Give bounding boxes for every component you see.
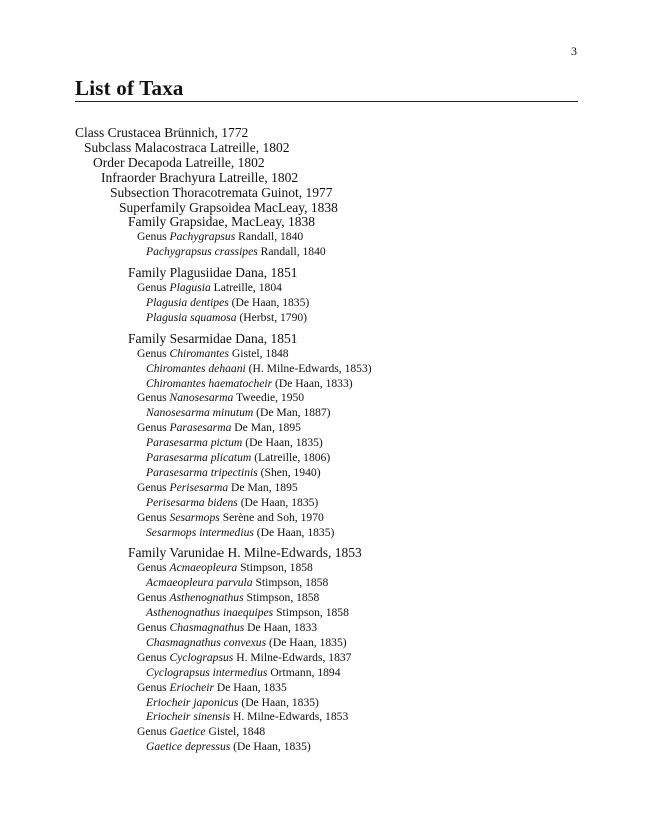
taxon-name: Crustacea: [107, 125, 161, 140]
taxon-rank: Order: [93, 154, 125, 170]
taxon-authority: (De Haan, 1835): [241, 695, 319, 709]
taxon-name: Brachyura: [159, 169, 216, 185]
taxon-authority: Latreille, 1804: [213, 281, 282, 295]
taxon-name: Eriocheir sinensis: [146, 710, 231, 724]
taxon-name: Pachygrapsus crassipes: [146, 245, 258, 259]
taxon-rank: Genus: [137, 421, 167, 435]
taxon-rank: Superfamily: [119, 199, 186, 215]
taxon-name: Parasesarma pictum: [146, 436, 243, 450]
taxon-authority: (H. Milne-Edwards, 1853): [248, 361, 372, 375]
taxon-row: [75, 481, 595, 496]
taxon-row: [75, 215, 595, 230]
taxon-authority: Dana, 1851: [235, 330, 298, 346]
taxon-row: [75, 436, 595, 451]
taxon-authority: Latreille, 1802: [185, 154, 265, 170]
taxon-name: Sesarmidae: [169, 330, 232, 346]
taxon-row: [75, 156, 595, 171]
taxon-row: [75, 576, 595, 591]
taxon-row: [75, 186, 595, 201]
taxon-row: [75, 606, 595, 621]
taxon-row: [75, 171, 595, 186]
taxon-row: [75, 561, 595, 576]
taxon-row: [75, 377, 595, 392]
taxon-authority: De Man, 1895: [234, 421, 301, 435]
taxon-row: [75, 245, 595, 260]
taxon-name: Cyclograpsus intermedius: [146, 665, 268, 679]
taxon-name: Grapsoidea: [189, 199, 251, 215]
taxon-authority: (Herbst, 1790): [239, 310, 308, 324]
taxon-name: Cyclograpsus: [169, 650, 234, 664]
taxon-row: [75, 296, 595, 311]
taxon-authority: Ortmann, 1894: [270, 665, 341, 679]
taxon-name: Sesarmops: [169, 510, 220, 524]
taxon-row: [75, 621, 595, 636]
taxon-row: [75, 696, 595, 711]
taxon-authority: Latreille, 1802: [209, 139, 290, 155]
taxon-row: [75, 591, 595, 606]
taxon-authority: MacLeay, 1838: [231, 214, 315, 230]
taxon-authority: De Man, 1895: [231, 480, 298, 494]
taxon-rank: Family: [128, 330, 167, 346]
taxon-name: Decapoda: [127, 154, 182, 170]
taxon-row: [75, 266, 595, 281]
taxon-row: [75, 526, 595, 541]
taxon-authority: Guinot, 1977: [261, 184, 333, 200]
taxon-rank: Genus: [137, 281, 167, 295]
taxon-name: Asthenognathus: [169, 591, 244, 605]
taxon-authority: (De Haan, 1835): [245, 436, 323, 450]
taxon-row: [75, 201, 595, 216]
title-divider: [75, 101, 578, 102]
taxon-authority: Tweedie, 1950: [236, 391, 305, 405]
taxon-rank: Genus: [137, 680, 167, 694]
taxon-row: [75, 740, 595, 755]
taxon-authority: (De Haan, 1835): [256, 525, 335, 539]
taxon-authority: (De Haan, 1835): [233, 740, 311, 754]
taxon-row: [75, 362, 595, 377]
taxon-rank: Subclass: [84, 139, 132, 155]
taxon-rank: Genus: [137, 725, 167, 739]
taxon-name: Chasmagnathus convexus: [146, 635, 267, 649]
taxon-rank: Family: [128, 265, 167, 281]
taxon-authority: Serène and Soh, 1970: [222, 510, 324, 524]
taxon-row: [75, 725, 595, 740]
taxon-authority: Dana, 1851: [235, 265, 298, 281]
taxon-name: Parasesarma tripectinis: [146, 465, 258, 479]
taxon-authority: (Shen, 1940): [260, 465, 321, 479]
taxon-row: [75, 636, 595, 651]
taxon-authority: Gistel, 1848: [231, 346, 289, 360]
taxon-row: [75, 311, 595, 326]
taxon-rank: Infraorder: [101, 169, 156, 185]
taxon-rank: Genus: [137, 230, 167, 244]
taxon-name: Plagusia squamosa: [146, 310, 237, 324]
taxon-rank: Genus: [137, 510, 167, 524]
taxon-authority: Stimpson, 1858: [255, 576, 329, 590]
taxon-row: [75, 666, 595, 681]
taxon-name: Eriocheir japonicus: [146, 695, 239, 709]
taxon-authority: De Haan, 1835: [216, 680, 287, 694]
taxon-name: Thoracotremata: [172, 184, 258, 200]
taxon-rank: Family: [128, 545, 167, 561]
taxon-name: Perisesarma: [169, 480, 229, 494]
taxon-name: Nanosesarma minutum: [146, 406, 254, 420]
taxon-row: [75, 391, 595, 406]
taxon-name: Plagusiidae: [169, 265, 232, 281]
taxon-rank: Family: [128, 214, 167, 230]
taxon-row: [75, 421, 595, 436]
taxon-name: Gaetice: [169, 725, 206, 739]
taxon-rank: Subsection: [110, 184, 170, 200]
taxon-name: Pachygrapsus: [169, 230, 236, 244]
taxon-name: Nanosesarma: [169, 391, 234, 405]
taxon-rank: Genus: [137, 561, 167, 575]
taxon-row: [75, 281, 595, 296]
taxon-authority: H. Milne-Edwards, 1837: [236, 650, 352, 664]
taxon-row: [75, 466, 595, 481]
taxon-rank: Genus: [137, 391, 167, 405]
taxon-authority: Stimpson, 1858: [240, 561, 313, 575]
taxon-row: [75, 710, 595, 725]
taxon-authority: Stimpson, 1858: [246, 591, 320, 605]
taxon-authority: (De Haan, 1833): [275, 376, 353, 390]
taxon-row: [75, 347, 595, 362]
taxon-name: Chiromantes dehaani: [146, 361, 246, 375]
taxon-authority: (De Haan, 1835): [269, 635, 347, 649]
taxon-name: Eriocheir: [169, 680, 214, 694]
taxon-authority: H. Milne-Edwards, 1853: [227, 545, 362, 561]
taxon-rank: Genus: [137, 621, 167, 634]
page-number: 3: [571, 44, 577, 58]
taxon-authority: MacLeay, 1838: [253, 199, 338, 215]
taxon-row: [75, 141, 595, 156]
taxon-name: Perisesarma bidens: [146, 495, 238, 509]
taxa-list: [75, 126, 595, 755]
taxon-authority: H. Milne-Edwards, 1853: [232, 710, 349, 724]
taxon-name: Parasesarma plicatum: [146, 451, 252, 465]
page-title: List of Taxa: [75, 76, 184, 100]
taxon-row: [75, 546, 595, 561]
taxon-name: Chiromantes haematocheir: [146, 376, 273, 390]
taxon-rank: Genus: [137, 591, 167, 605]
taxon-authority: (Latreille, 1806): [254, 451, 331, 465]
taxon-rank: Genus: [137, 650, 167, 664]
taxon-authority: Gistel, 1848: [208, 725, 266, 739]
taxon-authority: (De Haan, 1835): [240, 495, 319, 509]
taxon-name: Parasesarma: [169, 421, 232, 435]
taxon-authority: Randall, 1840: [260, 245, 326, 259]
taxon-rank: Class: [75, 125, 105, 140]
taxon-row: [75, 230, 595, 245]
taxon-authority: Latreille, 1802: [218, 169, 299, 185]
taxon-authority: De Haan, 1833: [247, 621, 318, 634]
taxon-name: Asthenognathus inaequipes: [146, 606, 274, 620]
taxon-authority: Brünnich, 1772: [164, 125, 249, 140]
taxon-name: Gaetice depressus: [146, 740, 231, 754]
taxon-name: Chiromantes: [169, 346, 230, 360]
taxon-name: Acmaeopleura parvula: [146, 576, 253, 590]
taxon-name: Acmaeopleura: [169, 561, 238, 575]
taxon-row: [75, 496, 595, 511]
taxon-name: Plagusia: [169, 281, 211, 295]
taxon-row: [75, 332, 595, 347]
taxon-authority: (De Man, 1887): [256, 406, 331, 420]
taxon-authority: (De Haan, 1835): [231, 295, 310, 309]
taxon-row: [75, 511, 595, 526]
taxon-row: [75, 681, 595, 696]
taxon-name: Varunidae: [169, 545, 225, 561]
taxon-row: [75, 406, 595, 421]
taxon-name: Grapsidae,: [169, 214, 228, 230]
taxon-authority: Stimpson, 1858: [276, 606, 349, 620]
taxon-row: [75, 451, 595, 466]
taxon-rank: Genus: [137, 346, 167, 360]
taxon-name: Chasmagnathus: [169, 621, 245, 634]
taxon-rank: Genus: [137, 480, 167, 494]
taxon-name: Plagusia dentipes: [146, 295, 229, 309]
taxon-row: [75, 126, 595, 141]
taxon-row: [75, 651, 595, 666]
taxon-authority: Randall, 1840: [238, 230, 304, 244]
taxon-name: Sesarmops intermedius: [146, 525, 254, 539]
taxon-name: Malacostraca: [134, 139, 207, 155]
